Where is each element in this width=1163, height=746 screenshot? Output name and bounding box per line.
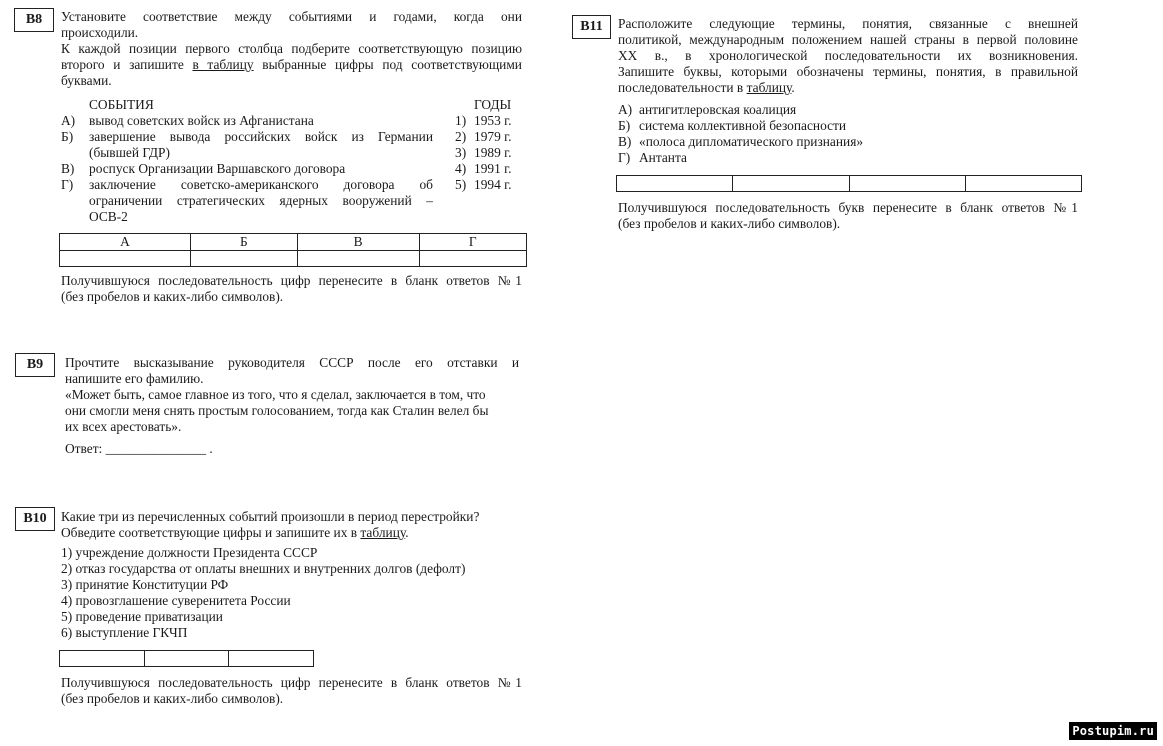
- text: .: [791, 80, 795, 95]
- answer-table-b10: [59, 650, 314, 667]
- event-text: вывод советских войск из Афганистана: [89, 113, 314, 128]
- year-item: [455, 145, 525, 161]
- text-line: Расположите следующие термины, понятия, связанные с внешней: [618, 16, 1078, 31]
- text-line: буквами.: [61, 73, 112, 88]
- task-b9-body: [65, 355, 519, 457]
- term-text: антигитлеровская коалиция: [639, 102, 797, 117]
- text-line: (без пробелов и каких-либо символов).: [61, 289, 284, 304]
- answer-line: [65, 441, 519, 457]
- text-line: Получившуюся последовательность букв перенесите в бланк ответов №1: [618, 200, 1078, 215]
- event-item: [61, 177, 433, 225]
- text-line: Получившуюся последовательность цифр перенесите в бланк ответов №1: [61, 273, 522, 288]
- term-item: [618, 118, 1078, 134]
- text-line: Запишите буквы, которыми обозначены термины, понятия, в правильной: [618, 64, 1078, 79]
- table-link: таблицу: [746, 80, 792, 95]
- event-text: (бывшей ГДР): [89, 145, 170, 160]
- answer-cell[interactable]: [60, 251, 191, 267]
- term-text: Антанта: [639, 150, 687, 165]
- term-letter: Г): [618, 150, 631, 165]
- task-b8-intro: [61, 9, 522, 89]
- years-header: ГОДЫ: [474, 97, 512, 112]
- answer-cell[interactable]: [849, 176, 965, 192]
- event-letter: В): [61, 161, 75, 176]
- term-text: система коллективной безопасности: [639, 118, 847, 133]
- answer-cell[interactable]: [229, 651, 314, 667]
- text-line: XX в., в хронологической последовательности их возникновения.: [618, 48, 1078, 63]
- option-item: 1) учреждение должности Президента СССР: [61, 545, 318, 560]
- text: Обведите соответствующие цифры и запишите их в: [61, 525, 361, 540]
- answer-cell[interactable]: [60, 651, 145, 667]
- table-link: таблицу: [360, 525, 406, 540]
- year-value: 1953 г.: [474, 113, 512, 128]
- event-letter: Г): [61, 177, 74, 192]
- year-item: [455, 177, 525, 193]
- text-line: политикой, международным положением нашей страны в первой половине: [618, 32, 1078, 47]
- text-line: (без пробелов и каких-либо символов).: [61, 691, 284, 706]
- answer-cell[interactable]: [419, 251, 526, 267]
- task-b10-body: [61, 509, 531, 641]
- answer-cell[interactable]: [190, 251, 297, 267]
- year-value: 1991 г.: [474, 161, 512, 176]
- task-label-b9: B9: [15, 353, 55, 377]
- text: выбранные цифры под соответствующими: [253, 57, 522, 72]
- event-text: заключение советско-американского договора об: [89, 177, 433, 192]
- event-item: [61, 129, 433, 161]
- event-text: ограничении стратегических ядерных вооружений –: [89, 193, 433, 208]
- text-line: [61, 57, 522, 73]
- year-num: 1): [455, 113, 467, 128]
- year-value: 1989 г.: [474, 145, 512, 160]
- task-b8-footer: [61, 273, 522, 305]
- year-num: 2): [455, 129, 467, 144]
- text-line: Установите соответствие между событиями и годами, когда они: [61, 9, 522, 24]
- text-line: Какие три из перечисленных событий произошли в период перестройки?: [61, 509, 480, 524]
- text: .: [405, 525, 409, 540]
- table-link: в таблицу: [192, 57, 254, 72]
- task-b10-footer: [61, 675, 522, 707]
- table-header-b: Б: [190, 234, 297, 251]
- text-line: Получившуюся последовательность цифр перенесите в бланк ответов №1: [61, 675, 522, 690]
- text-line: К каждой позиции первого столбца подберите соответствующую позицию: [61, 41, 522, 56]
- text-line: (без пробелов и каких-либо символов).: [618, 216, 841, 231]
- years-list: [455, 113, 525, 193]
- answer-table-b11: [616, 175, 1082, 192]
- table-header-g: Г: [419, 234, 526, 251]
- term-text: «полоса дипломатического признания»: [639, 134, 864, 149]
- year-item: [455, 161, 525, 177]
- option-item: 5) проведение приватизации: [61, 609, 223, 624]
- text-line: происходили.: [61, 25, 139, 40]
- answer-cell[interactable]: [733, 176, 849, 192]
- text-line: [61, 525, 531, 541]
- answer-cell[interactable]: [297, 251, 419, 267]
- task-label-b8: B8: [14, 8, 54, 32]
- answer-cell[interactable]: [144, 651, 229, 667]
- text: последовательности в: [618, 80, 747, 95]
- quote-line: они смогли меня снять простым голосованием, тогда как Сталин велел бы: [65, 403, 489, 418]
- task-label-b11: B11: [572, 15, 611, 39]
- term-letter: Б): [618, 118, 631, 133]
- text: второго и запишите: [61, 57, 193, 72]
- task-b11-body: [618, 16, 1078, 166]
- task-b11-footer: [618, 200, 1078, 232]
- events-header: СОБЫТИЯ: [89, 97, 154, 112]
- text-line: Прочтите высказывание руководителя СССР после его отставки и: [65, 355, 519, 370]
- year-item: [455, 113, 525, 129]
- answer-blank[interactable]: _______________: [105, 441, 207, 456]
- text-line: [618, 80, 1078, 96]
- year-num: 5): [455, 177, 467, 192]
- text: .: [206, 441, 213, 456]
- events-list: [61, 113, 433, 225]
- option-item: 6) выступление ГКЧП: [61, 625, 188, 640]
- text-line: напишите его фамилию.: [65, 371, 204, 386]
- quote-line: их всех арестовать».: [65, 419, 182, 434]
- event-letter: Б): [61, 129, 74, 144]
- event-letter: А): [61, 113, 76, 128]
- year-item: [455, 129, 525, 145]
- task-label-b10: B10: [15, 507, 55, 531]
- term-letter: А): [618, 102, 633, 117]
- year-num: 3): [455, 145, 467, 160]
- terms-list: [618, 102, 1078, 166]
- quote-line: «Может быть, самое главное из того, что я сделал, заключается в том, что: [65, 387, 486, 402]
- option-item: 4) провозглашение суверенитета России: [61, 593, 291, 608]
- term-item: [618, 134, 1078, 150]
- answer-label: Ответ:: [65, 441, 106, 456]
- answer-cell[interactable]: [965, 176, 1081, 192]
- event-item: [61, 161, 433, 177]
- event-item: [61, 113, 433, 129]
- year-num: 4): [455, 161, 467, 176]
- option-item: 2) отказ государства от оплаты внешних и внутренних долгов (дефолт): [61, 561, 466, 576]
- term-letter: В): [618, 134, 632, 149]
- year-value: 1979 г.: [474, 129, 512, 144]
- answer-cell[interactable]: [617, 176, 733, 192]
- table-header-a: А: [60, 234, 191, 251]
- watermark-logo: Postupim.ru: [1069, 722, 1157, 740]
- term-item: [618, 150, 1078, 166]
- answer-table-b8: [59, 233, 527, 267]
- event-text: ОСВ-2: [89, 209, 128, 224]
- year-value: 1994 г.: [474, 177, 512, 192]
- table-header-v: В: [297, 234, 419, 251]
- event-text: роспуск Организации Варшавского договора: [89, 161, 346, 176]
- option-item: 3) принятие Конституции РФ: [61, 577, 229, 592]
- event-text: завершение вывода российских войск из Германии: [89, 129, 433, 144]
- options-list: [61, 545, 531, 641]
- term-item: [618, 102, 1078, 118]
